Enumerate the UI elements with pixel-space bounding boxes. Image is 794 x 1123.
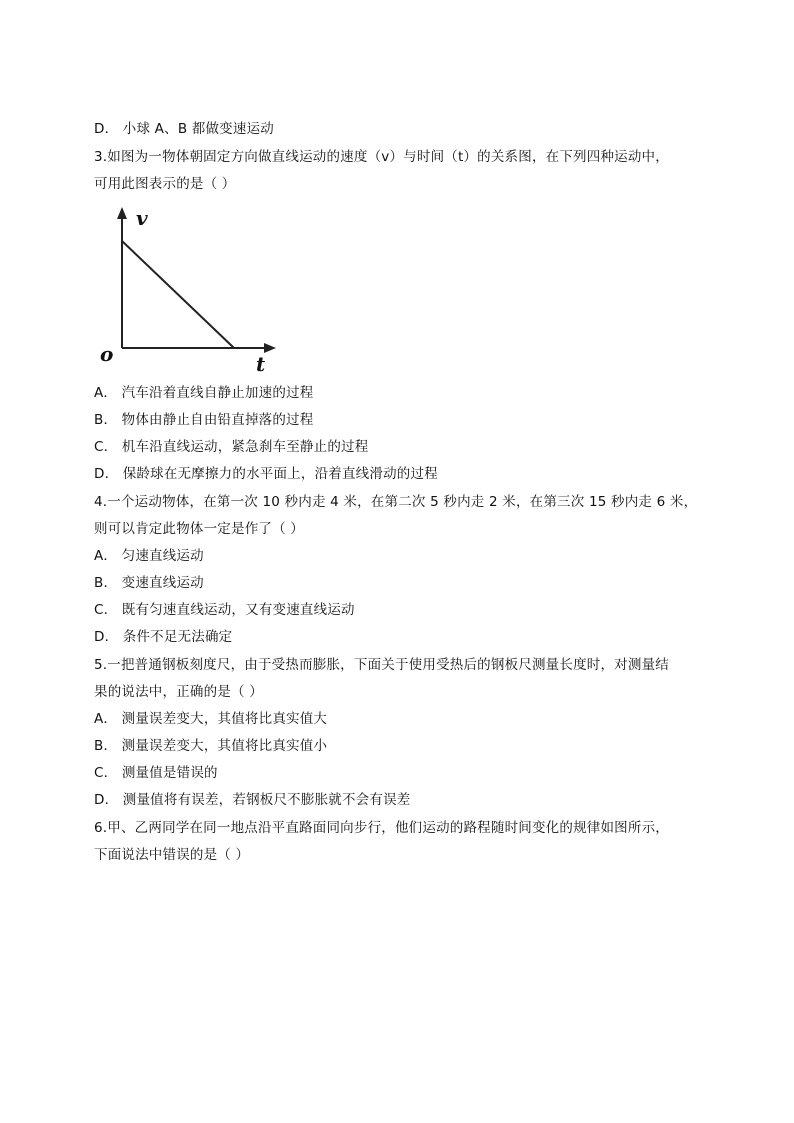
q3-option-c: C． 机车沿直线运动，紧急刹车至静止的过程 xyxy=(94,439,369,455)
option-d-previous: D． 小球 A、B 都做变速运动 xyxy=(94,121,274,137)
vt-graph-svg xyxy=(100,203,290,375)
q5-option-d: D． 测量值将有误差，若钢板尺不膨胀就不会有误差 xyxy=(94,792,411,808)
velocity-line xyxy=(122,241,234,348)
x-axis-arrow-icon xyxy=(264,343,276,353)
question-4-text-line1: 4.一个运动物体，在第一次 10 秒内走 4 米，在第二次 5 秒内走 2 米，在第三次 15 秒内走 6 米， xyxy=(94,494,698,510)
question-6-text-line2: 下面说法中错误的是（ ） xyxy=(94,847,250,863)
q4-option-a: A． 匀速直线运动 xyxy=(94,548,204,564)
question-6-text-line1: 6.甲、乙两同学在同一地点沿平直路面同向步行，他们运动的路程随时间变化的规律如图所示， xyxy=(94,820,669,836)
q5-option-b: B． 测量误差变大，其值将比真实值小 xyxy=(94,738,328,754)
y-axis-arrow-icon xyxy=(117,207,127,219)
question-3-text-line1: 3.如图为一物体朝固定方向做直线运动的速度（v）与时间（t）的关系图，在下列四种运动中， xyxy=(94,149,669,165)
q3-option-b: B． 物体由静止自由铅直掉落的过程 xyxy=(94,412,314,428)
velocity-time-graph xyxy=(100,203,290,375)
q3-option-a: A． 汽车沿着直线自静止加速的过程 xyxy=(94,385,314,401)
question-5-text-line2: 果的说法中，正确的是（ ） xyxy=(94,684,263,700)
q5-option-a: A． 测量误差变大，其值将比真实值大 xyxy=(94,711,328,727)
origin-label: o xyxy=(100,342,114,366)
x-axis-label: t xyxy=(256,352,266,375)
q4-option-c: C． 既有匀速直线运动，又有变速直线运动 xyxy=(94,602,355,618)
question-4-text-line2: 则可以肯定此物体一定是作了（ ） xyxy=(94,521,304,537)
q3-option-d: D． 保龄球在无摩擦力的水平面上，沿着直线滑动的过程 xyxy=(94,466,438,482)
q4-option-b: B． 变速直线运动 xyxy=(94,575,204,591)
y-axis-label: v xyxy=(136,206,148,230)
question-5-text-line1: 5.一把普通钢板刻度尺，由于受热而膨胀，下面关于使用受热后的钢板尺测量长度时，对测量结 xyxy=(94,657,669,673)
q5-option-c: C． 测量值是错误的 xyxy=(94,765,218,781)
q4-option-d: D． 条件不足无法确定 xyxy=(94,629,233,645)
question-3-text-line2: 可用此图表示的是（ ） xyxy=(94,176,236,192)
